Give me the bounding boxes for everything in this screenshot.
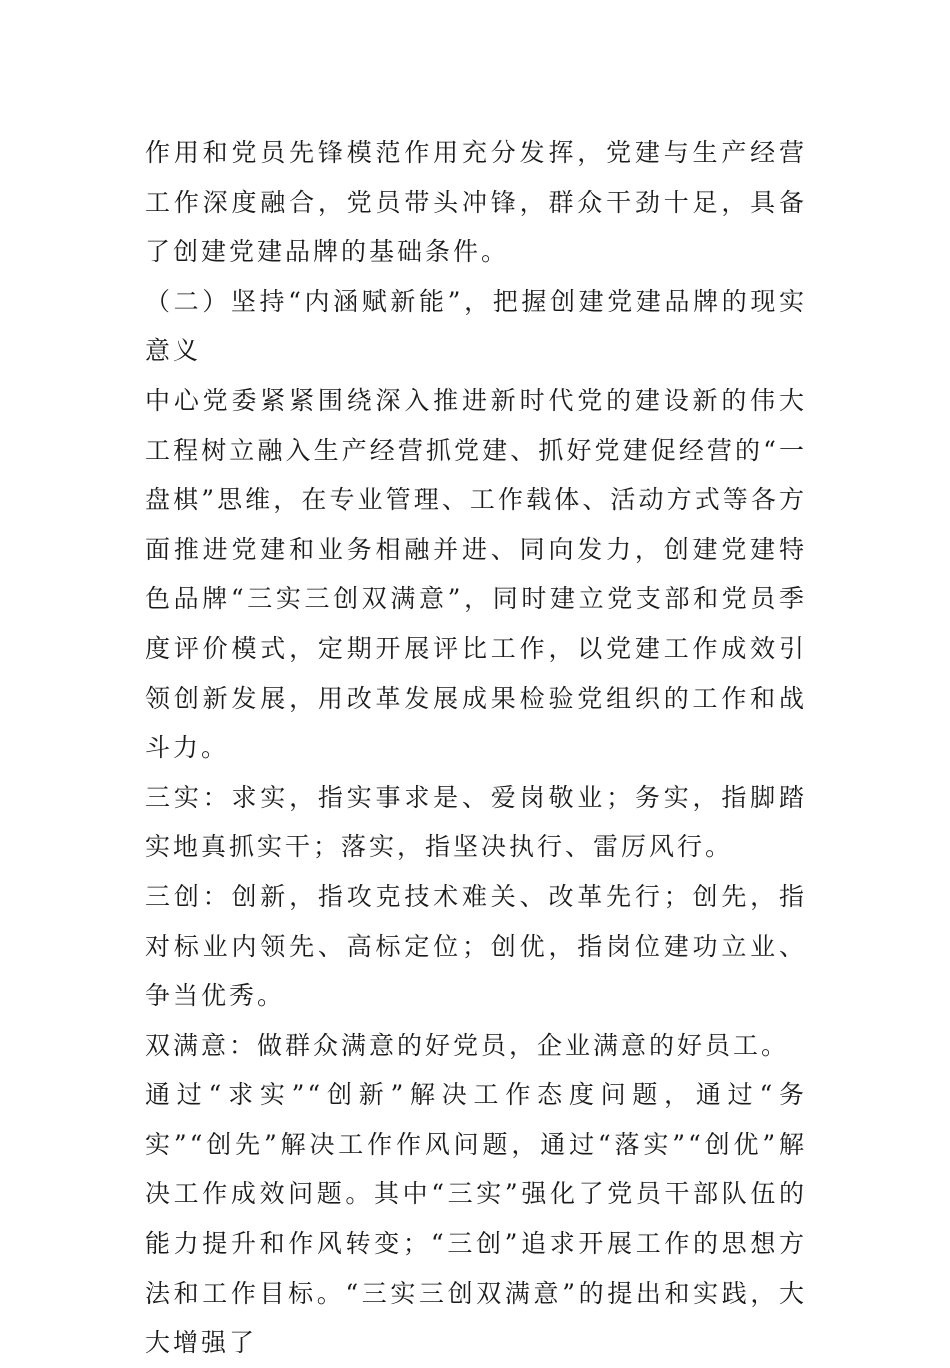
- paragraph-intro-continuation: 作用和党员先锋模范作用充分发挥，党建与生产经营工作深度融合，党员带头冲锋，群众干劲十足，具备了创建党建品牌的基础条件。: [145, 138, 807, 267]
- paragraph-three-chuang: 三创：创新，指攻克技术难关、改革先行；创先，指对标业内领先、高标定位；创优，指岗位建功立业、争当优秀。: [145, 881, 807, 1011]
- paragraph-three-shi: 三实：求实，指实事求是、爱岗敬业；务实，指脚踏实地真抓实干；落实，指坚决执行、雷厉风行。: [145, 782, 807, 862]
- document-page: [145, 128, 807, 1368]
- section-heading-2: （二）坚持“内涵赋新能”，把握创建党建品牌的现实意义: [145, 286, 807, 366]
- paragraph-party-committee: 中心党委紧紧围绕深入推进新时代党的建设新的伟大工程树立融入生产经营抓党建、抓好党建促经营的“一盘棋”思维，在专业管理、工作载体、活动方式等各方面推进党建和业务相融并进、同向发力，创建党建特色品牌“三实三创双满意”，同时建立党支部和党员季度评价模式，定期开展评比工作，以党建工作成效引领创新发展，用改革发展成果检验党组织的工作和战斗力。: [145, 385, 807, 763]
- paragraph-double-satisfaction: 双满意：做群众满意的好党员，企业满意的好员工。: [145, 1030, 790, 1060]
- paragraph-explanation: 通过“求实”“创新”解决工作态度问题，通过“务实”“创先”解决工作作风问题，通过“落实”“创优”解决工作成效问题。其中“三实”强化了党员干部队伍的能力提升和作风转变；“三创”追求开展工作的思想方法和工作目标。“三实三创双满意”的提出和实践，大大增强了: [145, 1080, 807, 1358]
